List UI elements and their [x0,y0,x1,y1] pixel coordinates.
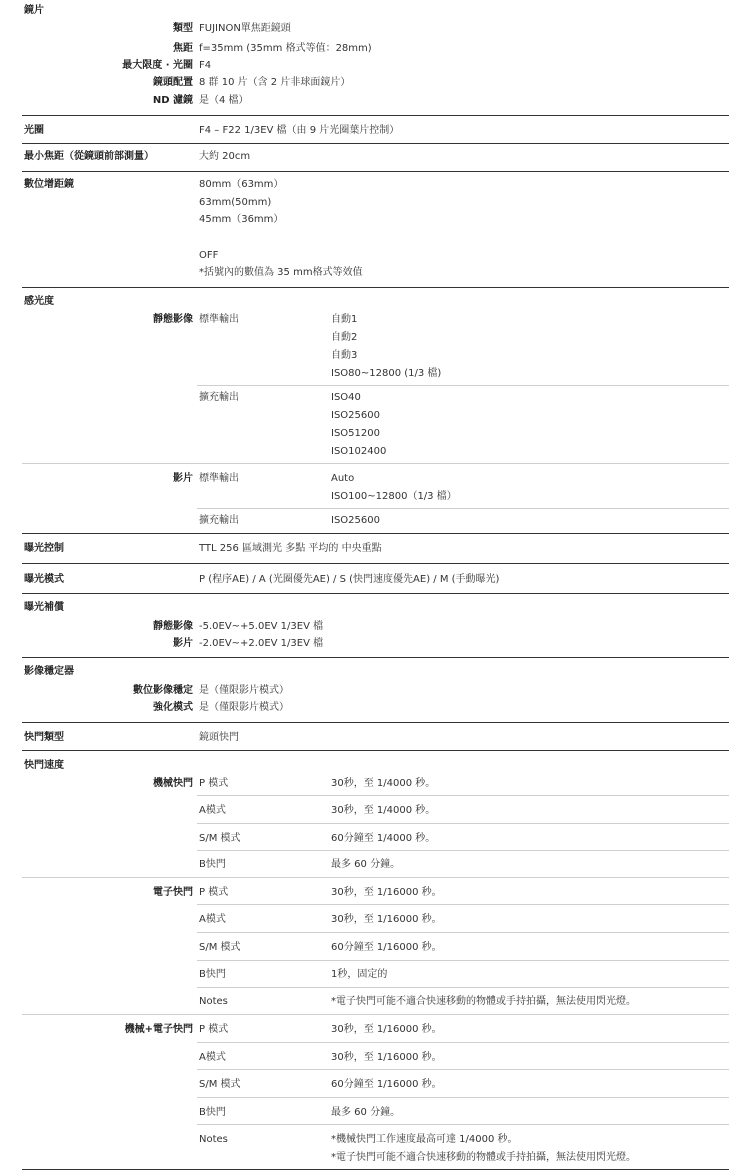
spec-value: P (程序AE) / A (光圈優先AE) / S (快門速度優先AE) / M (手動曝光) [199,574,500,585]
spec-value: 63mm(50mm) [199,197,272,208]
spec-value: Auto [331,473,355,484]
spec-label: 影片 [173,473,193,484]
section-title-shutter-type: 快門類型 [24,732,64,743]
section-title-min-focus: 最小焦距（從鏡頭前部測量） [24,151,154,162]
section-title-aperture: 光圈 [24,125,44,136]
spec-value: ISO51200 [331,428,380,439]
spec-value: 是（僅限影片模式） [199,685,289,696]
spec-label: 最大限度 · 光圈 [122,60,193,71]
row-divider [197,1069,729,1070]
spec-value: -2.0EV~+2.0EV 1/3EV 檔 [199,638,324,649]
shutter-mode: A模式 [199,1052,226,1063]
spec-sublabel: 擴充輸出 [199,515,239,526]
spec-value: ISO100~12800（1/3 檔） [331,491,457,502]
spec-value: ISO80~12800 (1/3 檔) [331,368,442,379]
shutter-mode: P 模式 [199,1024,229,1035]
spec-label: 機械快門 [153,778,193,789]
row-divider [197,932,729,933]
shutter-value: 最多 60 分鐘。 [331,1107,401,1118]
shutter-mode: S/M 模式 [199,1079,241,1090]
section-title-exposure-control: 曝光控制 [24,543,64,554]
row-divider [197,1097,729,1098]
shutter-value: 60分鐘至 1/16000 秒。 [331,942,442,953]
spec-label: 鏡頭配置 [153,77,193,88]
spec-value: 自動2 [331,332,358,343]
spec-sublabel: 標準輸出 [199,473,239,484]
shutter-note: *電子快門可能不適合快速移動的物體或手持拍攝，無法使用閃光燈。 [331,996,636,1007]
shutter-note: *機械快門工作速度最高可達 1/4000 秒。 [331,1134,518,1145]
spec-value: f=35mm (35mm 格式等值：28mm) [199,43,372,54]
shutter-value: 30秒，至 1/16000 秒。 [331,1052,442,1063]
shutter-mode: Notes [199,996,228,1007]
section-title-digital-zoom: 數位增距鏡 [24,179,74,190]
shutter-value: 30秒，至 1/4000 秒。 [331,778,436,789]
shutter-mode: S/M 模式 [199,833,241,844]
shutter-value: 30秒，至 1/16000 秒。 [331,1024,442,1035]
shutter-mode: B快門 [199,969,226,980]
shutter-value: 30秒，至 1/4000 秒。 [331,805,436,816]
section-divider [22,750,729,751]
shutter-mode: P 模式 [199,887,229,898]
spec-sublabel: 擴充輸出 [199,392,239,403]
spec-label: 類型 [173,23,193,34]
row-divider [197,987,729,988]
section-divider [22,287,729,288]
row-divider [197,1042,729,1043]
spec-label: 影片 [173,638,193,649]
row-divider [22,877,729,878]
spec-value: ISO40 [331,392,361,403]
shutter-mode: S/M 模式 [199,942,241,953]
section-divider [22,593,729,594]
spec-value: OFF [199,250,219,261]
shutter-value: 最多 60 分鐘。 [331,859,401,870]
shutter-value: 1秒，固定的 [331,969,388,980]
section-divider [22,657,729,658]
shutter-mode: A模式 [199,914,226,925]
row-divider [197,960,729,961]
row-divider [22,1014,729,1015]
row-divider [197,508,729,509]
shutter-value: 30秒，至 1/16000 秒。 [331,887,442,898]
spec-label: ND 濾鏡 [152,95,193,106]
row-divider [197,823,729,824]
section-divider [22,115,729,116]
spec-value: 是（4 檔） [199,95,249,106]
spec-value: FUJINON單焦距鏡頭 [199,23,291,34]
spec-label: 機械+電子快門 [124,1024,193,1035]
spec-label: 電子快門 [153,887,193,898]
spec-value: TTL 256 區域測光 多點 平均的 中央重點 [199,543,382,554]
row-divider [22,463,729,464]
row-divider [197,850,729,851]
spec-value: ISO25600 [331,515,380,526]
spec-label: 靜態影像 [153,314,193,325]
row-divider [197,795,729,796]
row-divider [197,1124,729,1125]
spec-value: ISO25600 [331,410,380,421]
section-divider [22,563,729,564]
spec-value: F4 – F22 1/3EV 檔（由 9 片光圈葉片控制） [199,125,400,136]
section-divider [22,143,729,144]
shutter-value: 60分鐘至 1/16000 秒。 [331,1079,442,1090]
shutter-value: 60分鐘至 1/4000 秒。 [331,833,436,844]
shutter-mode: Notes [199,1134,228,1145]
spec-value: 鏡頭快門 [199,732,239,743]
shutter-mode: P 模式 [199,778,229,789]
section-divider [22,722,729,723]
spec-value: ISO102400 [331,446,387,457]
spec-label: 靜態影像 [153,621,193,632]
spec-value: 45mm（36mm） [199,214,284,225]
section-divider [22,533,729,534]
section-title-exposure-mode: 曝光模式 [24,574,64,585]
row-divider [197,904,729,905]
section-title-exposure-comp: 曝光補償 [24,602,64,613]
spec-value: 是（僅限影片模式） [199,702,289,713]
spec-value: F4 [199,60,212,71]
shutter-mode: B快門 [199,859,226,870]
spec-value: 8 群 10 片（含 2 片非球面鏡片） [199,77,351,88]
section-title-iso: 感光度 [24,296,54,307]
spec-value: 大約 20cm [199,151,251,162]
shutter-mode: B快門 [199,1107,226,1118]
spec-label: 焦距 [173,43,193,54]
spec-value: 自動1 [331,314,358,325]
spec-value: 80mm（63mm） [199,179,284,190]
row-divider [197,385,729,386]
shutter-mode: A模式 [199,805,226,816]
spec-label: 強化模式 [153,702,193,713]
section-title-lens: 鏡片 [24,5,44,16]
shutter-note: *電子快門可能不適合快速移動的物體或手持拍攝，無法使用閃光燈。 [331,1152,636,1163]
section-divider [22,1169,729,1170]
spec-value: -5.0EV~+5.0EV 1/3EV 檔 [199,621,324,632]
spec-label: 數位影像穩定 [133,685,193,696]
spec-value: 自動3 [331,350,358,361]
section-divider [22,171,729,172]
section-title-stabilizer: 影像穩定器 [24,666,74,677]
shutter-value: 30秒，至 1/16000 秒。 [331,914,442,925]
section-title-shutter-speed: 快門速度 [24,760,64,771]
spec-sublabel: 標準輸出 [199,314,239,325]
spec-note: *括號內的數值為 35 mm格式等效值 [199,267,363,278]
